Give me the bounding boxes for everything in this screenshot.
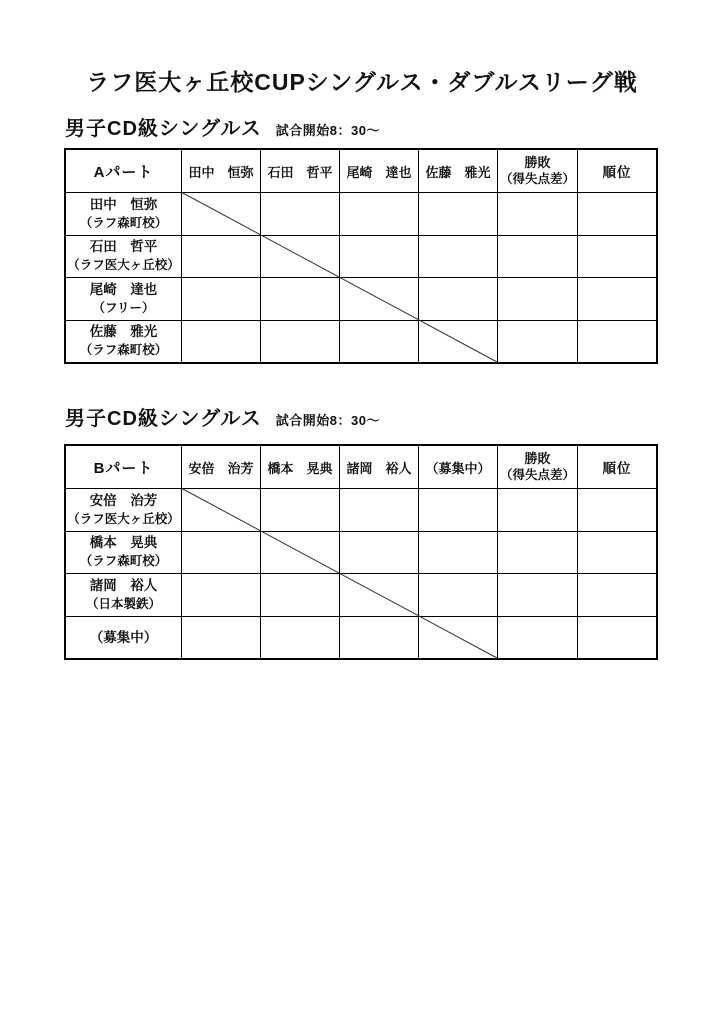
table-a-part-label: Aパート [93, 163, 154, 181]
table-a-col-player-4: 佐藤 雅光 [418, 150, 497, 192]
match-cell [339, 192, 418, 235]
player-affiliation: （ラフ医大ヶ丘校） [67, 258, 180, 273]
match-cell [418, 320, 497, 363]
table-a-col-rank: 順位 [577, 150, 656, 192]
player-name: 橋本 晃典 [89, 535, 158, 551]
table-a-col-result [497, 150, 577, 192]
match-cell [339, 573, 418, 616]
rank-cell [577, 320, 656, 363]
table-a-col-player-3: 尾崎 達也 [339, 150, 418, 192]
rank-cell [577, 531, 656, 574]
section-b-heading [65, 402, 380, 431]
match-cell [339, 488, 418, 531]
match-cell [260, 488, 339, 531]
section-b-start-time: 試合開始8：30～ [275, 413, 380, 428]
match-cell [260, 573, 339, 616]
rank-cell [577, 277, 656, 320]
match-cell [260, 192, 339, 235]
match-cell [181, 277, 260, 320]
league-table-a [64, 148, 658, 364]
page-title: ラフ医大ヶ丘校CUPシングルス・ダブルスリーグ戦 [86, 69, 638, 95]
match-cell [260, 320, 339, 363]
table-b-col-player-4: （募集中） [418, 446, 497, 488]
table-b-part-label: Bパート [93, 459, 154, 477]
table-b-row-4-label [66, 616, 181, 659]
player-name: 石田 哲平 [89, 239, 158, 255]
table-b-col-rank: 順位 [577, 446, 656, 488]
result-sublabel: （得失点差） [499, 172, 575, 186]
section-a-start-time: 試合開始8：30～ [275, 123, 380, 138]
rank-cell [577, 488, 656, 531]
player-affiliation: （日本製鉄） [85, 596, 161, 611]
result-label: 勝敗 [524, 451, 551, 466]
player-name: 田中 恒弥 [89, 196, 158, 212]
match-cell [260, 531, 339, 574]
match-cell [181, 192, 260, 235]
table-a-row-4-label [66, 320, 181, 363]
table-b-col-player-1: 安倍 治芳 [181, 446, 260, 488]
match-cell [339, 277, 418, 320]
section-b-title: 男子CD級シングルス [65, 408, 262, 430]
match-cell [260, 277, 339, 320]
player-name: 諸岡 裕人 [89, 577, 158, 593]
match-cell [181, 616, 260, 659]
table-a-col-player-2: 石田 哲平 [260, 150, 339, 192]
result-cell [497, 616, 577, 659]
result-sublabel: （得失点差） [499, 468, 575, 482]
player-affiliation: （ラフ医大ヶ丘校） [67, 511, 180, 526]
match-cell [418, 531, 497, 574]
table-a-row-1-label [66, 192, 181, 235]
table-a-row-3-label [66, 277, 181, 320]
player-affiliation: （ラフ森町校） [79, 343, 168, 358]
table-b-col-result [497, 446, 577, 488]
rank-cell [577, 573, 656, 616]
player-name: 佐藤 雅光 [89, 324, 158, 340]
match-cell [181, 573, 260, 616]
result-cell [497, 235, 577, 278]
match-cell [339, 320, 418, 363]
table-a-row-2-label [66, 235, 181, 278]
table-b-row-2-label [66, 531, 181, 574]
table-b-row-3-label [66, 573, 181, 616]
rank-cell [577, 235, 656, 278]
table-b-col-player-2: 橋本 晃典 [260, 446, 339, 488]
player-affiliation: （ラフ森町校） [79, 215, 168, 230]
match-cell [339, 235, 418, 278]
section-a-title: 男子CD級シングルス [65, 118, 262, 140]
result-cell [497, 573, 577, 616]
match-cell [418, 616, 497, 659]
match-cell [418, 573, 497, 616]
match-cell [181, 488, 260, 531]
match-cell [418, 277, 497, 320]
match-cell [260, 235, 339, 278]
table-b-row-1-label [66, 488, 181, 531]
table-a-col-player-1: 田中 恒弥 [181, 150, 260, 192]
result-cell [497, 192, 577, 235]
match-cell [181, 320, 260, 363]
player-name: （募集中） [89, 629, 158, 645]
match-cell [260, 616, 339, 659]
match-cell [418, 192, 497, 235]
player-name: 尾崎 達也 [89, 281, 158, 297]
match-cell [418, 235, 497, 278]
match-cell [418, 488, 497, 531]
result-label: 勝敗 [524, 155, 551, 170]
match-cell [339, 616, 418, 659]
match-cell [181, 531, 260, 574]
table-b-col-player-3: 諸岡 裕人 [339, 446, 418, 488]
match-cell [181, 235, 260, 278]
result-cell [497, 320, 577, 363]
player-affiliation: （フリー） [92, 300, 155, 315]
rank-cell [577, 616, 656, 659]
player-affiliation: （ラフ森町校） [79, 554, 168, 569]
league-table-b [64, 444, 658, 660]
result-cell [497, 488, 577, 531]
result-cell [497, 531, 577, 574]
result-cell [497, 277, 577, 320]
player-name: 安倍 治芳 [89, 492, 158, 508]
section-a-heading [65, 112, 380, 141]
match-cell [339, 531, 418, 574]
rank-cell [577, 192, 656, 235]
